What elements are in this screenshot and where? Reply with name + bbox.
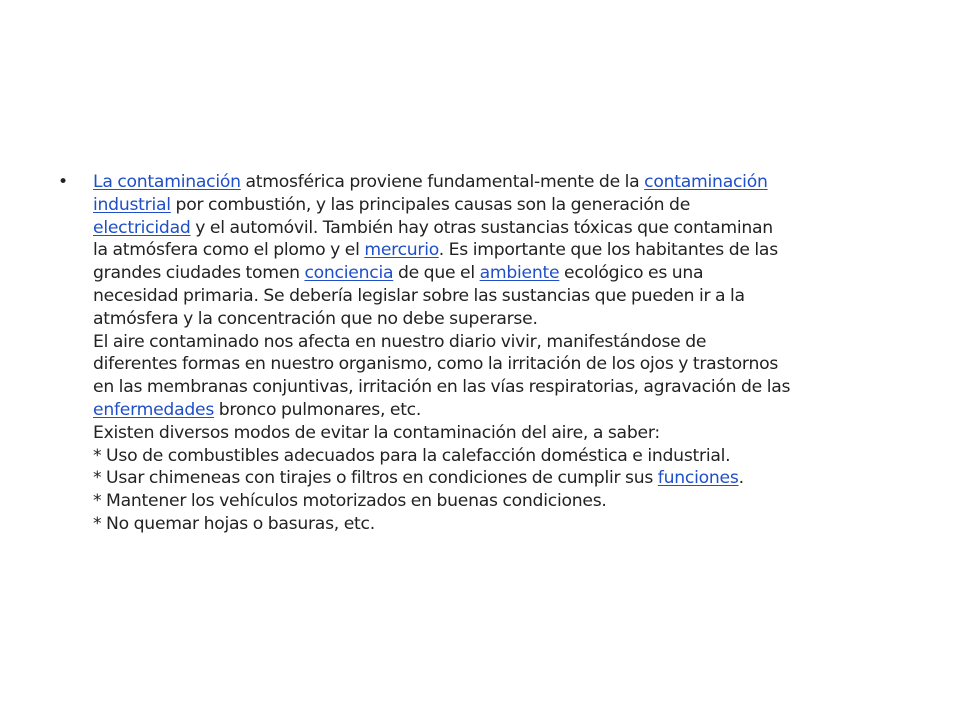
hyperlink[interactable]: conciencia: [304, 263, 394, 284]
bullet-text: [93, 171, 908, 536]
text-line: [93, 399, 908, 422]
bullet-item: [58, 171, 908, 536]
text-line: [93, 513, 908, 536]
text-run: necesidad primaria. Se debería legislar sobre las sustancias que pueden ir a la: [93, 285, 745, 306]
hyperlink[interactable]: contaminación: [644, 172, 768, 192]
text-run: diferentes formas en nuestro organismo, como la irritación de los ojos y trastornos: [93, 354, 779, 375]
hyperlink[interactable]: ambiente: [479, 263, 560, 284]
text-line: [93, 285, 908, 308]
bullet-icon: •: [58, 172, 68, 192]
text-run: por combustión, y las principales causas son la generación de: [170, 194, 691, 215]
text-line: [93, 194, 908, 217]
text-run: ecológico es una: [559, 263, 704, 284]
text-run: atmosférica proviene fundamental-mente de la: [240, 172, 645, 192]
paragraph-contamination-sources: [93, 171, 908, 331]
text-run: la atmósfera como el plomo y el: [93, 240, 365, 261]
text-run: * Uso de combustibles adecuados para la calefacción doméstica e industrial.: [93, 445, 731, 466]
text-run: El aire contaminado nos afecta en nuestro diario vivir, manifestándose de: [93, 331, 707, 352]
text-run: atmósfera y la concentración que no debe superarse.: [93, 308, 538, 329]
text-line: [93, 217, 908, 240]
hyperlink[interactable]: industrial: [93, 194, 171, 215]
hyperlink[interactable]: electricidad: [93, 217, 191, 238]
text-run: Existen diversos modos de evitar la contaminación del aire, a saber:: [93, 422, 660, 443]
text-line: [93, 239, 908, 262]
hyperlink[interactable]: funciones: [657, 468, 739, 489]
text-line: [93, 376, 908, 399]
text-run: bronco pulmonares, etc.: [214, 399, 422, 420]
text-line: [93, 331, 908, 354]
text-run: * No quemar hojas o basuras, etc.: [93, 513, 375, 534]
text-line: [93, 262, 908, 285]
text-line: [93, 422, 908, 445]
text-line: [93, 308, 908, 331]
paragraph-prevention-list: [93, 422, 908, 536]
text-run: * Usar chimeneas con tirajes o filtros en condiciones de cumplir sus: [93, 468, 658, 489]
text-line: [93, 445, 908, 468]
text-run: y el automóvil. También hay otras sustancias tóxicas que contaminan: [190, 217, 773, 238]
text-line: [93, 353, 908, 376]
text-run: de que el: [393, 263, 480, 284]
text-line: [93, 467, 908, 490]
text-run: . Es importante que los habitantes de las: [438, 240, 778, 261]
text-line: [93, 171, 908, 194]
text-run: .: [738, 468, 744, 489]
text-run: * Mantener los vehículos motorizados en buenas condiciones.: [93, 491, 607, 512]
paragraph-health-effects: [93, 331, 908, 422]
hyperlink[interactable]: La contaminación: [93, 172, 241, 192]
text-line: [93, 490, 908, 513]
text-run: grandes ciudades tomen: [93, 263, 305, 284]
text-run: en las membranas conjuntivas, irritación en las vías respiratorias, agravación de las: [93, 377, 791, 398]
hyperlink[interactable]: enfermedades: [93, 399, 215, 420]
hyperlink[interactable]: mercurio: [364, 240, 439, 261]
